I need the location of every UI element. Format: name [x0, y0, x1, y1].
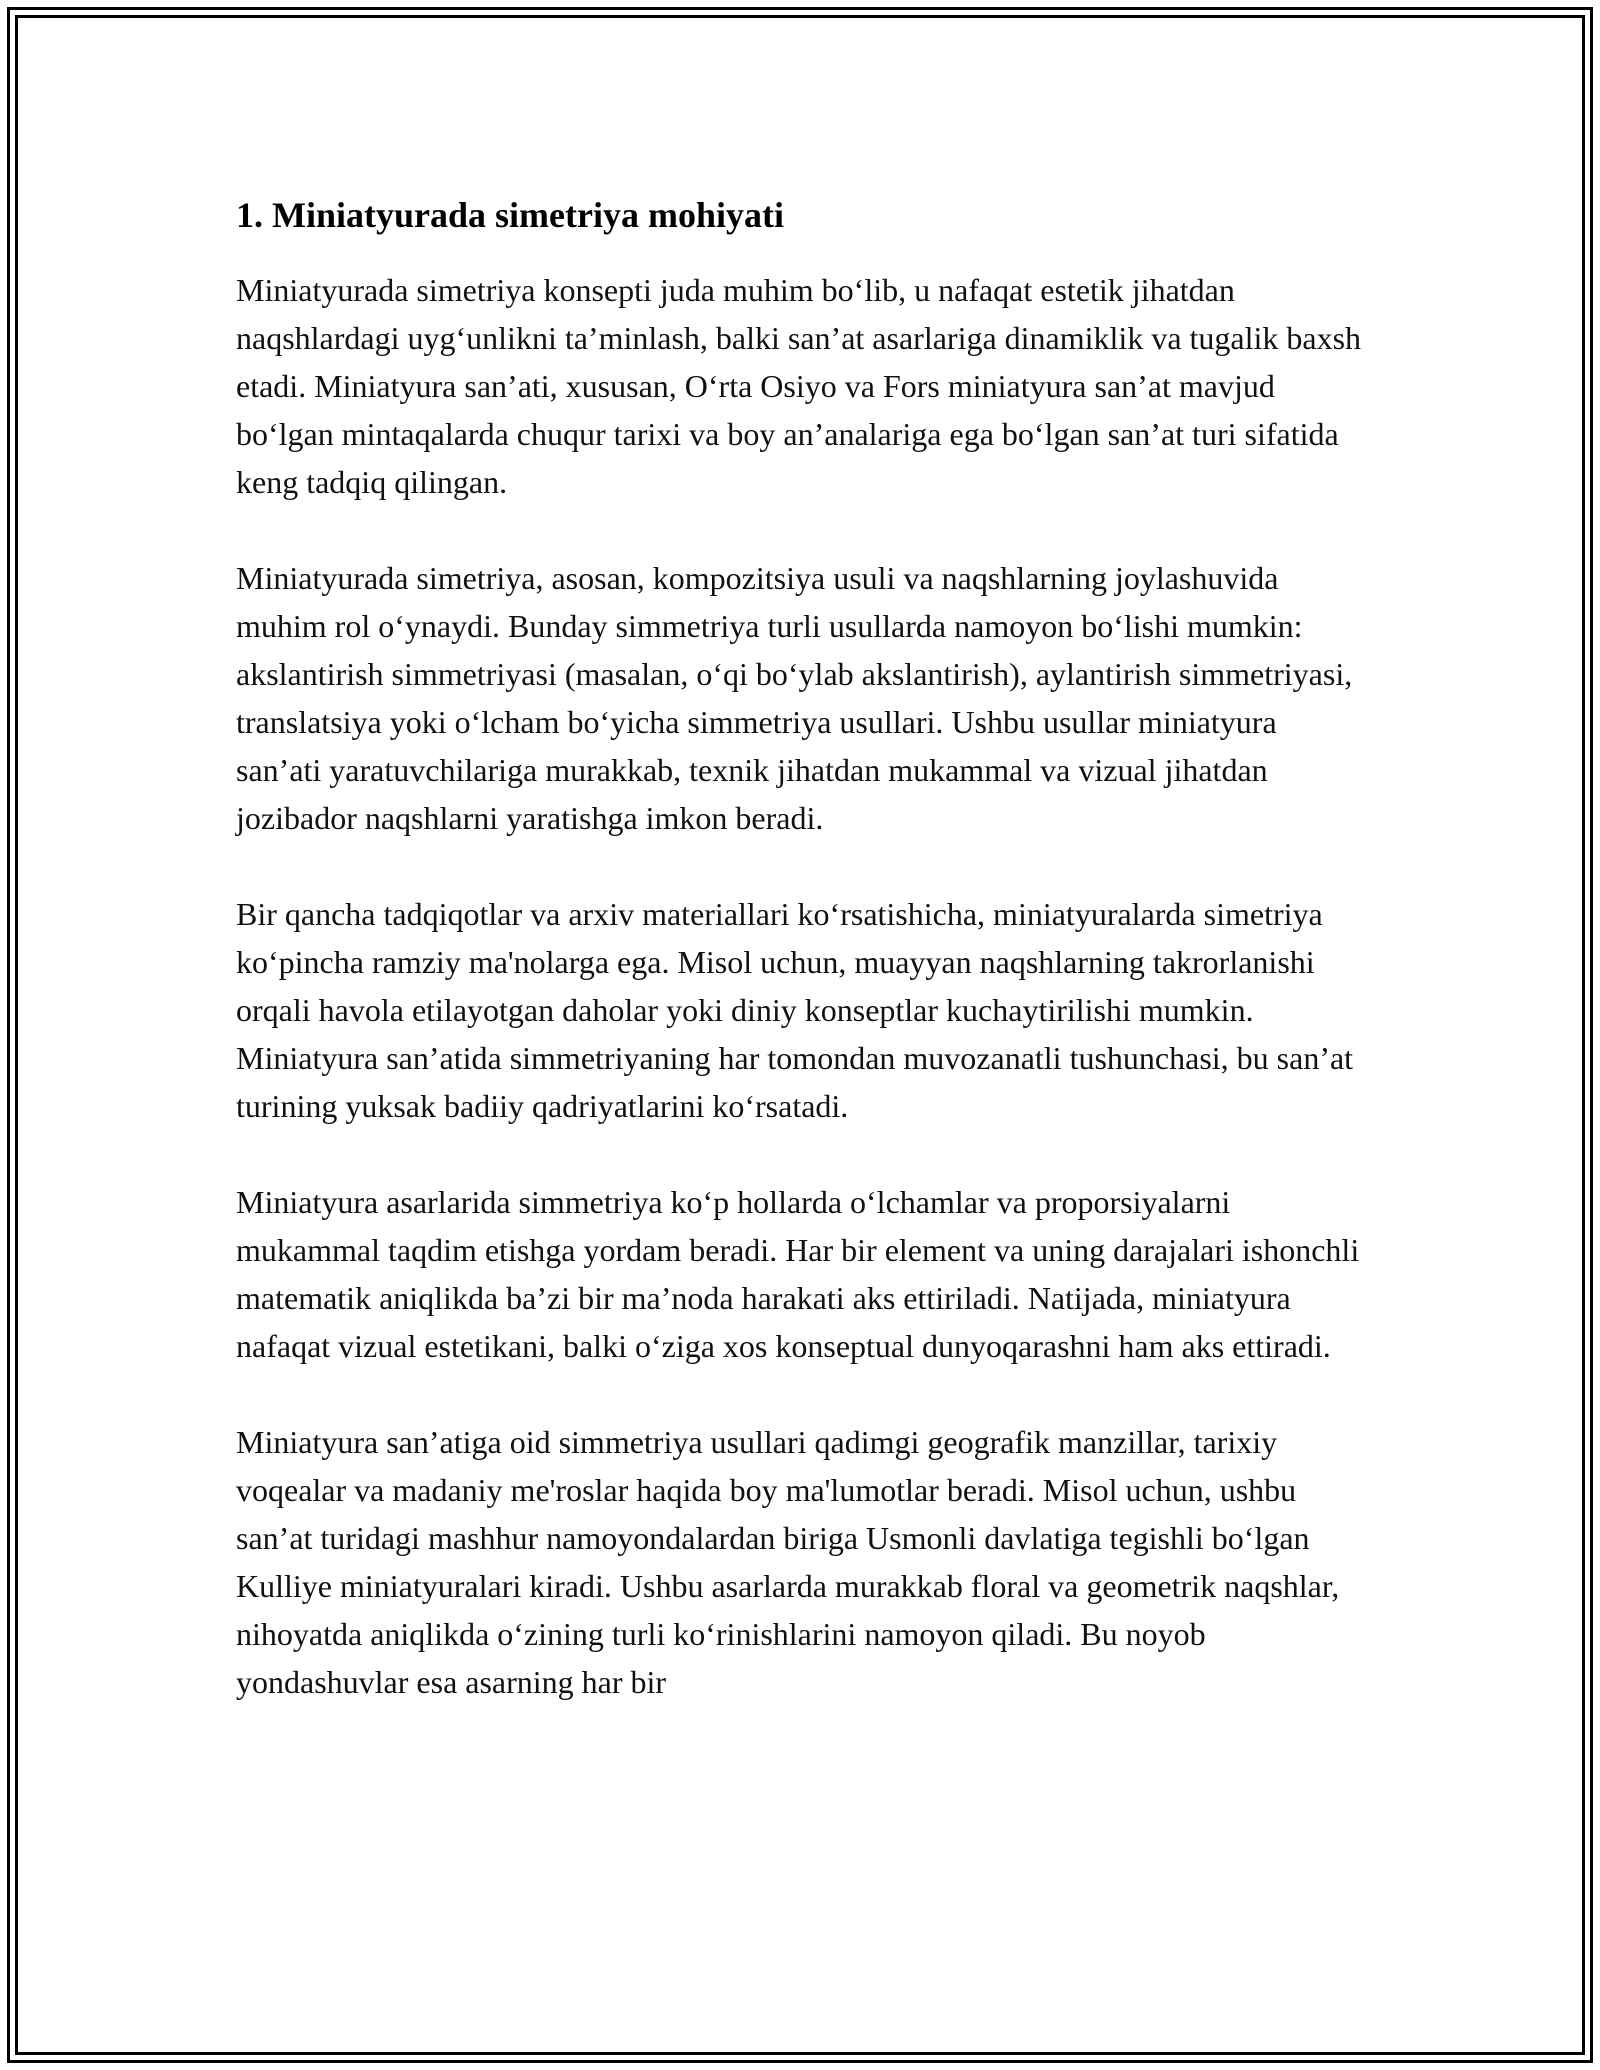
paragraph-4: Miniatyura asarlarida simmetriya ko‘p hollarda o‘lchamlar va proporsiyalarni mukammal taqdim etishga yordam beradi. Har bir element va uning darajalari ishonchli matematik aniqlikda ba’zi bir ma’noda harakati aks ettiriladi. Natijada, miniatyura nafaqat vizual estetikani, balki o‘ziga xos konseptual dunyoqarashni ham aks ettiradi.	[236, 1184, 1360, 1364]
paragraph-5: Miniatyura san’atiga oid simmetriya usullari qadimgi geografik manzillar, tarixiy voqealar va madaniy me'roslar haqida boy ma'lumotlar beradi. Misol uchun, ushbu san’at turidagi mashhur namoyondalardan biriga Usmonli davlatiga tegishli bo‘lgan Kulliye miniatyuralari kiradi. Ushbu asarlarda murakkab floral va geometrik naqshlar, nihoyatda aniqlikda o‘zining turli ko‘rinishlarini namoyon qiladi. Bu noyob yondashuvlar esa asarning har bir	[236, 1424, 1340, 1700]
document-body	[236, 186, 1366, 1706]
section-heading: 1. Miniatyurada simetriya mohiyati	[236, 195, 784, 235]
paragraph-2: Miniatyurada simetriya, asosan, kompozitsiya usuli va naqshlarning joylashuvida muhim rol o‘ynaydi. Bunday simmetriya turli usullarda namoyon bo‘lishi mumkin: akslantirish simmetriyasi (masalan, o‘qi bo‘ylab akslantirish), aylantirish simmetriyasi, translatsiya yoki o‘lcham bo‘yicha simmetriya usullari. Ushbu usullar miniatyura san’ati yaratuvchilariga murakkab, texnik jihatdan mukammal va vizual jihatdan jozibador naqshlarni yaratishga imkon beradi.	[236, 560, 1353, 836]
paragraph-3: Bir qancha tadqiqotlar va arxiv materiallari ko‘rsatishicha, miniatyuralarda simetriya ko‘pincha ramziy ma'nolarga ega. Misol uchun, muayyan naqshlarning takrorlanishi orqali havola etilayotgan daholar yoki diniy konseptlar kuchaytirilishi mumkin. Miniatyura san’atida simmetriyaning har tomondan muvozanatli tushunchasi, bu san’at turining yuksak badiiy qadriyatlarini ko‘rsatadi.	[236, 896, 1354, 1124]
paragraph-1: Miniatyurada simetriya konsepti juda muhim bo‘lib, u nafaqat estetik jihatdan naqshlardagi uyg‘unlikni ta’minlash, balki san’at asarlariga dinamiklik va tugalik baxsh etadi. Miniatyura san’ati, xususan, O‘rta Osiyo va Fors miniatyura san’at mavjud bo‘lgan mintaqalarda chuqur tarixi va boy an’analariga ega bo‘lgan san’at turi sifatida keng tadqiq qilingan.	[236, 272, 1362, 500]
